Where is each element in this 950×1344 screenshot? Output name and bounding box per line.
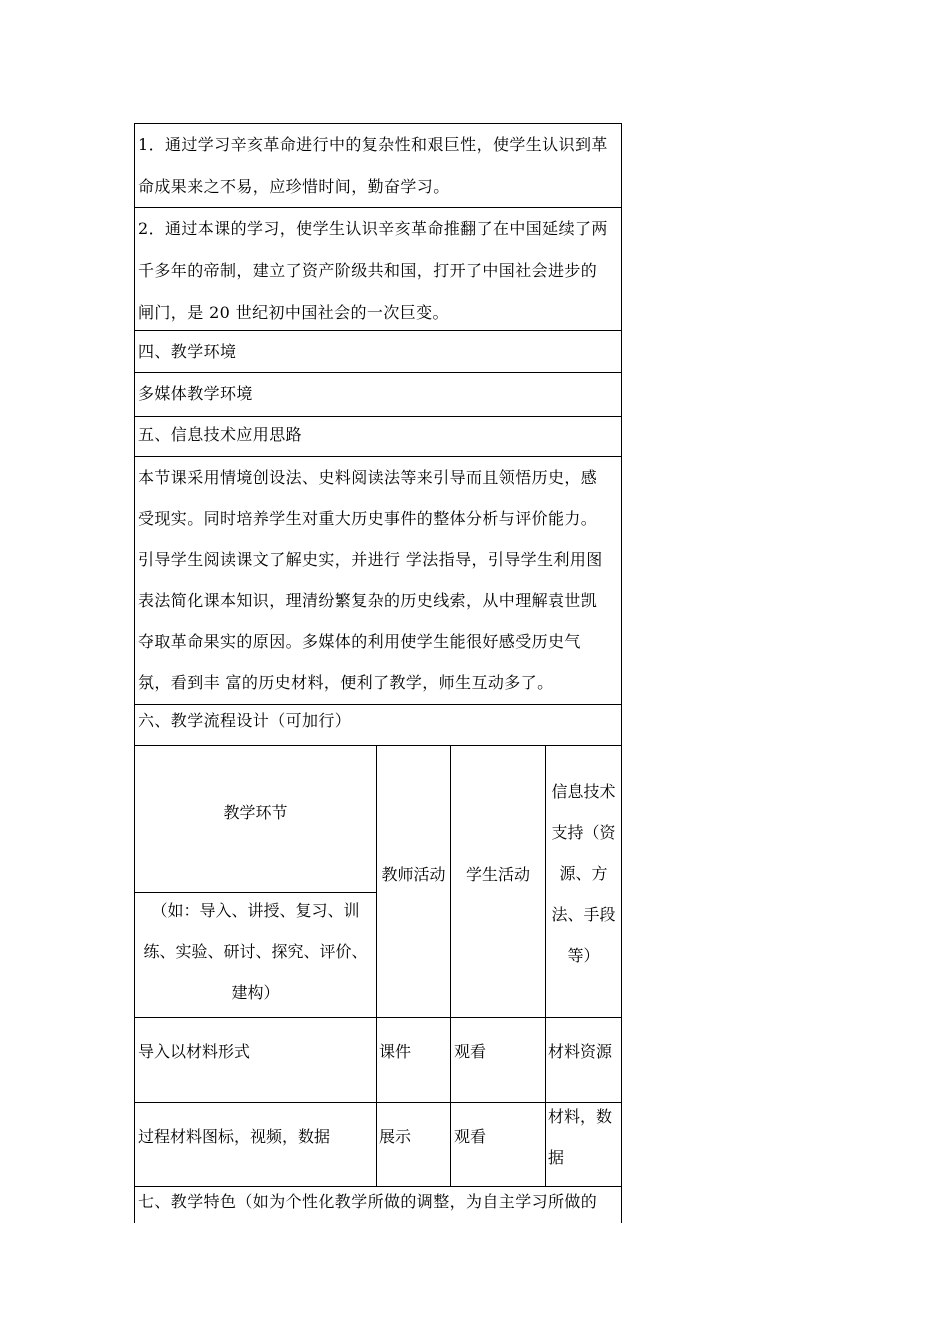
objective-2-line-2: 千多年的帝制，建立了资产阶级共和国，打开了中国社会进步的 [138,261,598,280]
teaching-flow-table [134,745,622,1186]
section-5-content-cell [134,456,622,704]
section-4-heading: 四、教学环境 [138,342,237,361]
row-2-teacher: 展示 [379,1127,412,1146]
row-2-stage: 过程材料图标，视频，数据 [138,1127,331,1146]
header-it-support-line-5: 等） [567,946,600,965]
header-student-activity: 学生活动 [465,865,530,884]
section-7-heading-cell [134,1186,622,1223]
objective-2-line-3: 闸门，是 20 世纪初中国社会的一次巨变。 [138,303,449,322]
row-1-stage: 导入以材料形式 [138,1042,251,1061]
objective-1-cell [134,123,622,207]
section-6-heading: 六、教学流程设计（可加行） [138,711,352,730]
header-it-support-line-3: 源、方 [559,864,608,883]
section-4-heading-cell [134,330,622,372]
objective-2-cell [134,207,622,330]
section-5-line-5: 夺取革命果实的原因。多媒体的利用使学生能很好感受历史气 [138,632,581,651]
section-5-line-4: 表法简化课本知识，理清纷繁复杂的历史线索，从中理解袁世凯 [138,591,598,610]
header-it-support-line-4: 法、手段 [551,905,616,924]
section-5-line-3: 引导学生阅读课文了解史实，并进行 学法指导，引导学生利用图 [138,550,603,569]
section-4-content: 多媒体教学环境 [138,384,253,403]
objective-1-line-2: 命成果来之不易，应珍惜时间，勤奋学习。 [138,177,450,196]
header-stage: 教学环节 [223,803,288,822]
row-1-it: 材料资源 [548,1042,613,1061]
header-stage-note-line-1: （如：导入、讲授、复习、训 [151,901,360,920]
header-it-support-line-1: 信息技术 [551,782,616,801]
section-6-heading-cell [134,704,622,745]
header-it-support-line-2: 支持（资 [551,823,616,842]
header-stage-note-line-2: 练、实验、研讨、探究、评价、 [143,942,368,961]
header-stage-note-line-3: 建构） [231,983,280,1002]
section-5-heading-cell [134,416,622,456]
row-1-student: 观看 [454,1042,487,1061]
row-1-teacher: 课件 [379,1042,412,1061]
section-5-heading: 五、信息技术应用思路 [138,425,303,444]
row-2-student: 观看 [454,1127,487,1146]
header-teacher-activity: 教师活动 [381,865,446,884]
section-5-line-2: 受现实。同时培养学生对重大历史事件的整体分析与评价能力。 [138,509,598,528]
row-2-it-line-2: 据 [548,1148,565,1167]
row-2-it-line-1: 材料，数 [548,1107,613,1126]
section-5-line-1: 本节课采用情境创设法、史料阅读法等来引导而且领悟历史，感 [138,468,598,487]
section-5-line-6: 氛，看到丰 富的历史材料，便利了教学，师生互动多了。 [138,673,554,692]
section-7-heading: 七、教学特色（如为个性化教学所做的调整，为自主学习所做的 [138,1192,598,1211]
objective-1-line-1: 1．通过学习辛亥革命进行中的复杂性和艰巨性，使学生认识到革 [138,135,608,154]
objective-2-line-1: 2．通过本课的学习，使学生认识辛亥革命推翻了在中国延续了两 [138,219,608,238]
section-4-content-cell [134,372,622,416]
